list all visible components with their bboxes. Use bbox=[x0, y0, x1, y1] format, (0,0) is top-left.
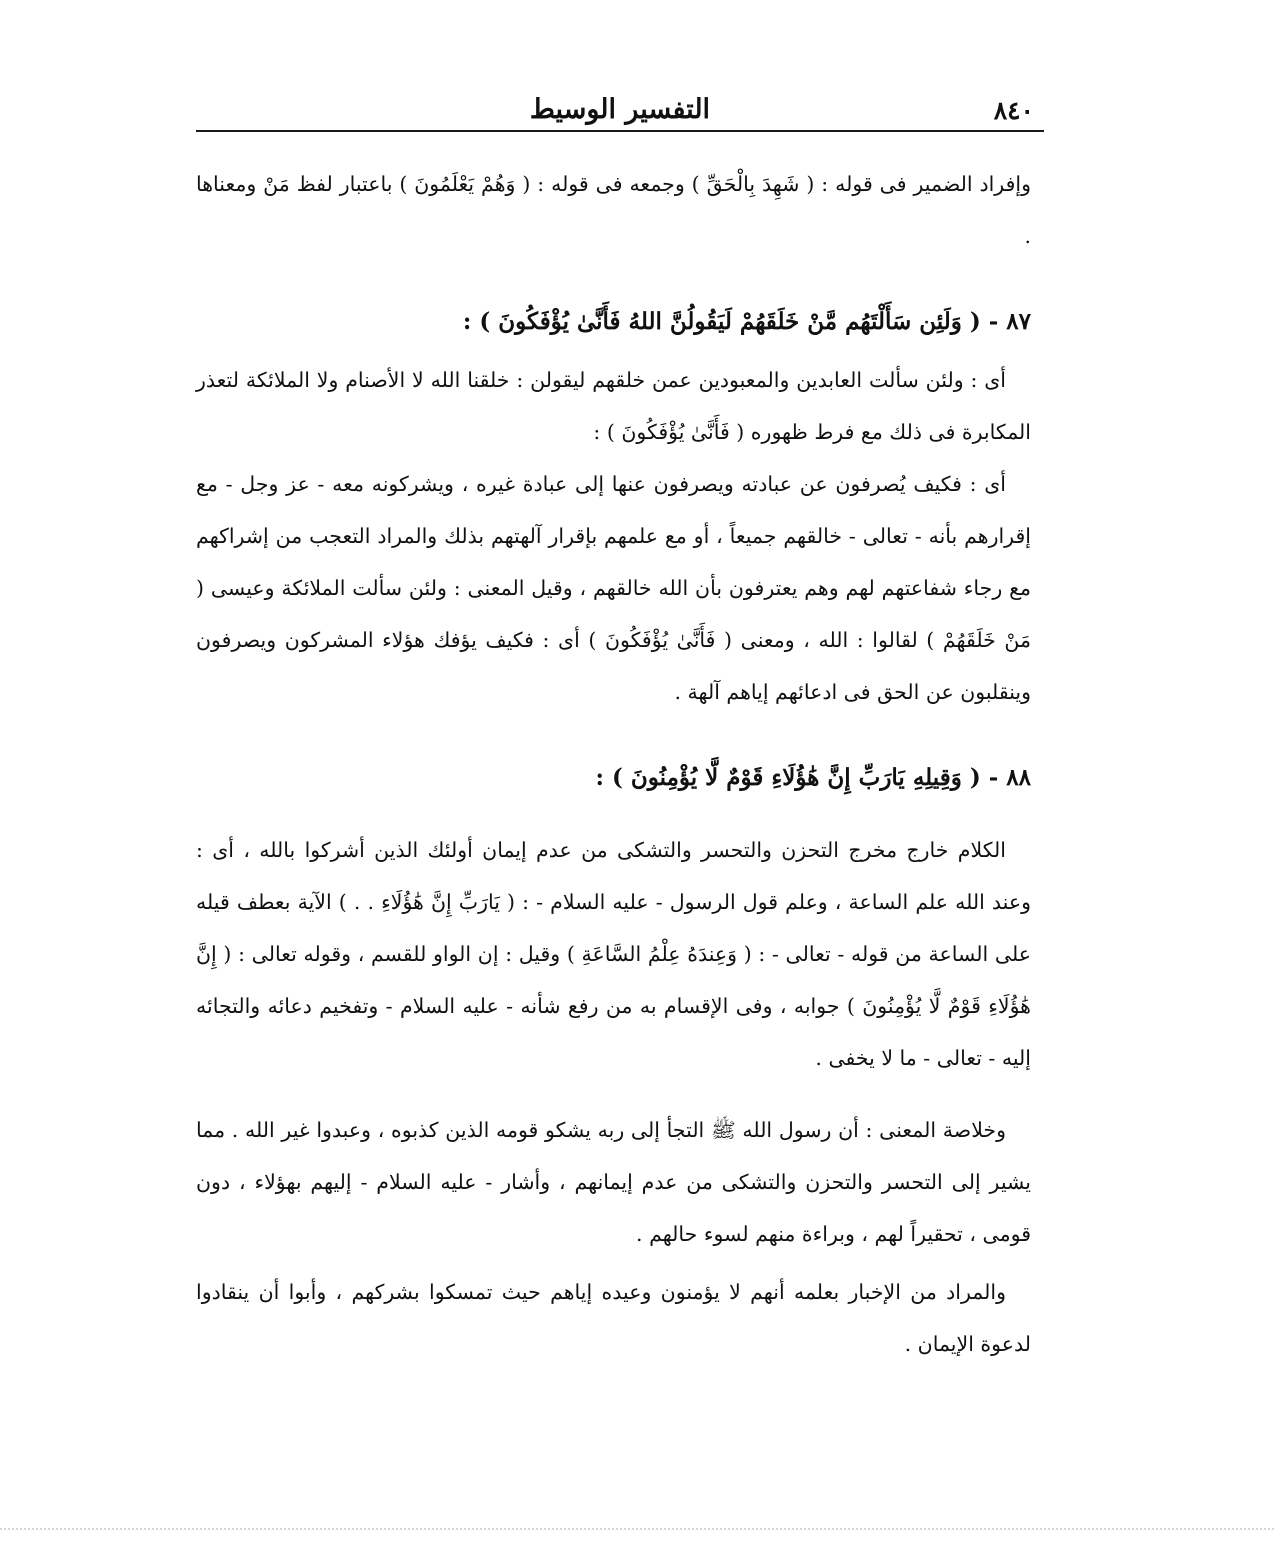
verse-88: ٨٨ - ( وَقِيلِهِ يَارَبِّ إِنَّ هَٰؤُلَاءِ قَوْمٌ لَّا يُؤْمِنُونَ ) : bbox=[595, 764, 1031, 791]
paragraph-verse-87-explanation: أى : ولئن سألت العابدين والمعبودين عمن خلقهم ليقولن : خلقنا الله لا الأصنام ولا الملائكة لتعذر المكابرة فى ذلك مع فرط ظهوره ( فَأَنَّىٰ يُؤْفَكُونَ ) : bbox=[196, 368, 1031, 444]
paragraph-summary: وخلاصة المعنى : أن رسول الله ﷺ التجأ إلى ربه يشكو قومه الذين كذبوه ، وعبدوا غير الله . مما يشير إلى التحسر والتحزن والتشكى من عدم إيمانهم ، وأشار - عليه السلام - إليهم بهؤلاء ، دون قومى ، تحقيراً لهم ، وبراءة منهم لسوء حالهم . bbox=[196, 1118, 1031, 1246]
page-number: ٨٤٠ bbox=[993, 96, 1034, 125]
paragraph-pronoun-note: وإفراد الضمير فى قوله : ( شَهِدَ بِالْحَقِّ ) وجمعه فى قوله : ( وَهُمْ يَعْلَمُونَ ) باعتبار لفظ مَنْ ومعناها . bbox=[196, 172, 1031, 248]
page-title: التفسير الوسيط bbox=[529, 94, 711, 125]
scan-edge-dots bbox=[0, 1528, 1274, 1530]
paragraph-conclusion: والمراد من الإخبار بعلمه أنهم لا يؤمنون وعيده إياهم حيث تمسكوا بشركهم ، وأبوا أن ينقادوا لدعوة الإيمان . bbox=[196, 1280, 1031, 1356]
paragraph-verse-88-explanation: الكلام خارج مخرج التحزن والتحسر والتشكى من عدم إيمان أولئك الذين أشركوا بالله ، أى : وعند الله علم الساعة ، وعلم قول الرسول - عليه السلام - : ( يَارَبِّ إِنَّ هَٰؤُلَاءِ . . ) الآية بعطف قيله على الساعة من قوله - تعالى - : ( وَعِندَهُ عِلْمُ السَّاعَةِ ) وقيل : إن الواو للقسم ، وقوله تعالى : ( إِنَّ هَٰؤُلَاءِ قَوْمٌ لَّا يُؤْمِنُونَ ) جوابه ، وفى الإقسام به من رفع شأنه - عليه السلام - وتفخيم دعائه والتجائه إليه - تعالى - ما لا يخفى . bbox=[196, 838, 1031, 1070]
page-body bbox=[196, 158, 1031, 1370]
verse-87: ٨٧ - ( وَلَئِن سَأَلْتَهُم مَّنْ خَلَقَهُمْ لَيَقُولُنَّ اللهُ فَأَنَّىٰ يُؤْفَكُونَ ) : bbox=[462, 308, 1031, 335]
paragraph-verse-87-meaning: أى : فكيف يُصرفون عن عبادته ويصرفون عنها إلى عبادة غيره ، ويشركونه معه - عز وجل - مع إقرارهم بأنه - تعالى - خالقهم جميعاً ، أو مع علمهم بإقرار آلهتهم بذلك والمراد التعجب من إشراكهم مع رجاء شفاعتهم لهم وهم يعترفون بأن الله خالقهم ، وقيل المعنى : ولئن سألت الملائكة وعيسى ( مَنْ خَلَقَهُمْ ) لقالوا : الله ، ومعنى ( فَأَنَّىٰ يُؤْفَكُونَ ) أى : فكيف يؤفك هؤلاء المشركون ويصرفون وينقلبون عن الحق فى ادعائهم إياهم آلهة . bbox=[196, 472, 1031, 704]
header-divider bbox=[196, 130, 1044, 132]
page-header bbox=[196, 88, 1044, 128]
